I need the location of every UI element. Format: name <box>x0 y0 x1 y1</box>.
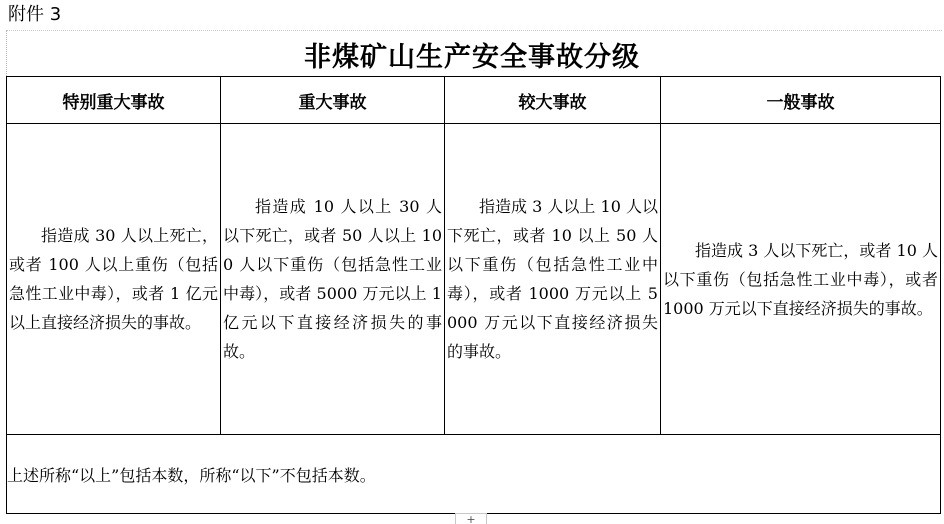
table-header-row <box>7 77 941 124</box>
column-header: 特别重大事故 <box>7 77 221 124</box>
cell-text: 指造成 3 人以下死亡，或者 10 人以下重伤（包括急性工业中毒），或者 1000 万元以下直接经济损失的事故。 <box>663 240 938 318</box>
note-cell[interactable]: 上述所称“以上”包括本数，所称“以下”不包括本数。 <box>7 435 941 514</box>
attachment-label: 附件 3 <box>8 4 62 25</box>
table-cell[interactable] <box>445 124 661 435</box>
column-header: 重大事故 <box>221 77 445 124</box>
table-cell[interactable] <box>661 124 941 435</box>
cell-text: 指造成 3 人以上 10 人以下死亡，或者 10 以上 50 人以下重伤（包括急性工业中毒），或者 1000 万元以上 5000 万元以下直接经济损失的事故。 <box>447 197 658 361</box>
plus-icon[interactable]: + <box>455 513 487 524</box>
table-note-row <box>7 435 941 514</box>
cell-text: 指造成 10 人以上 30 人以下死亡，或者 50 人以上 100 人以下重伤（包括急性工业中毒），或者 5000 万元以上 1 亿元以下直接经济损失的事故。 <box>223 197 442 361</box>
accident-classification-table <box>6 76 941 514</box>
table-cell[interactable] <box>221 124 445 435</box>
table-row <box>7 124 941 435</box>
column-header: 较大事故 <box>445 77 661 124</box>
page-margin-guide-top <box>6 30 942 31</box>
cell-text: 指造成 30 人以上死亡，或者 100 人以上重伤（包括急性工业中毒），或者 1 亿元以上直接经济损失的事故。 <box>9 226 218 332</box>
document-title: 非煤矿山生产安全事故分级 <box>304 42 640 73</box>
table-cell[interactable] <box>7 124 221 435</box>
column-header: 一般事故 <box>661 77 941 124</box>
